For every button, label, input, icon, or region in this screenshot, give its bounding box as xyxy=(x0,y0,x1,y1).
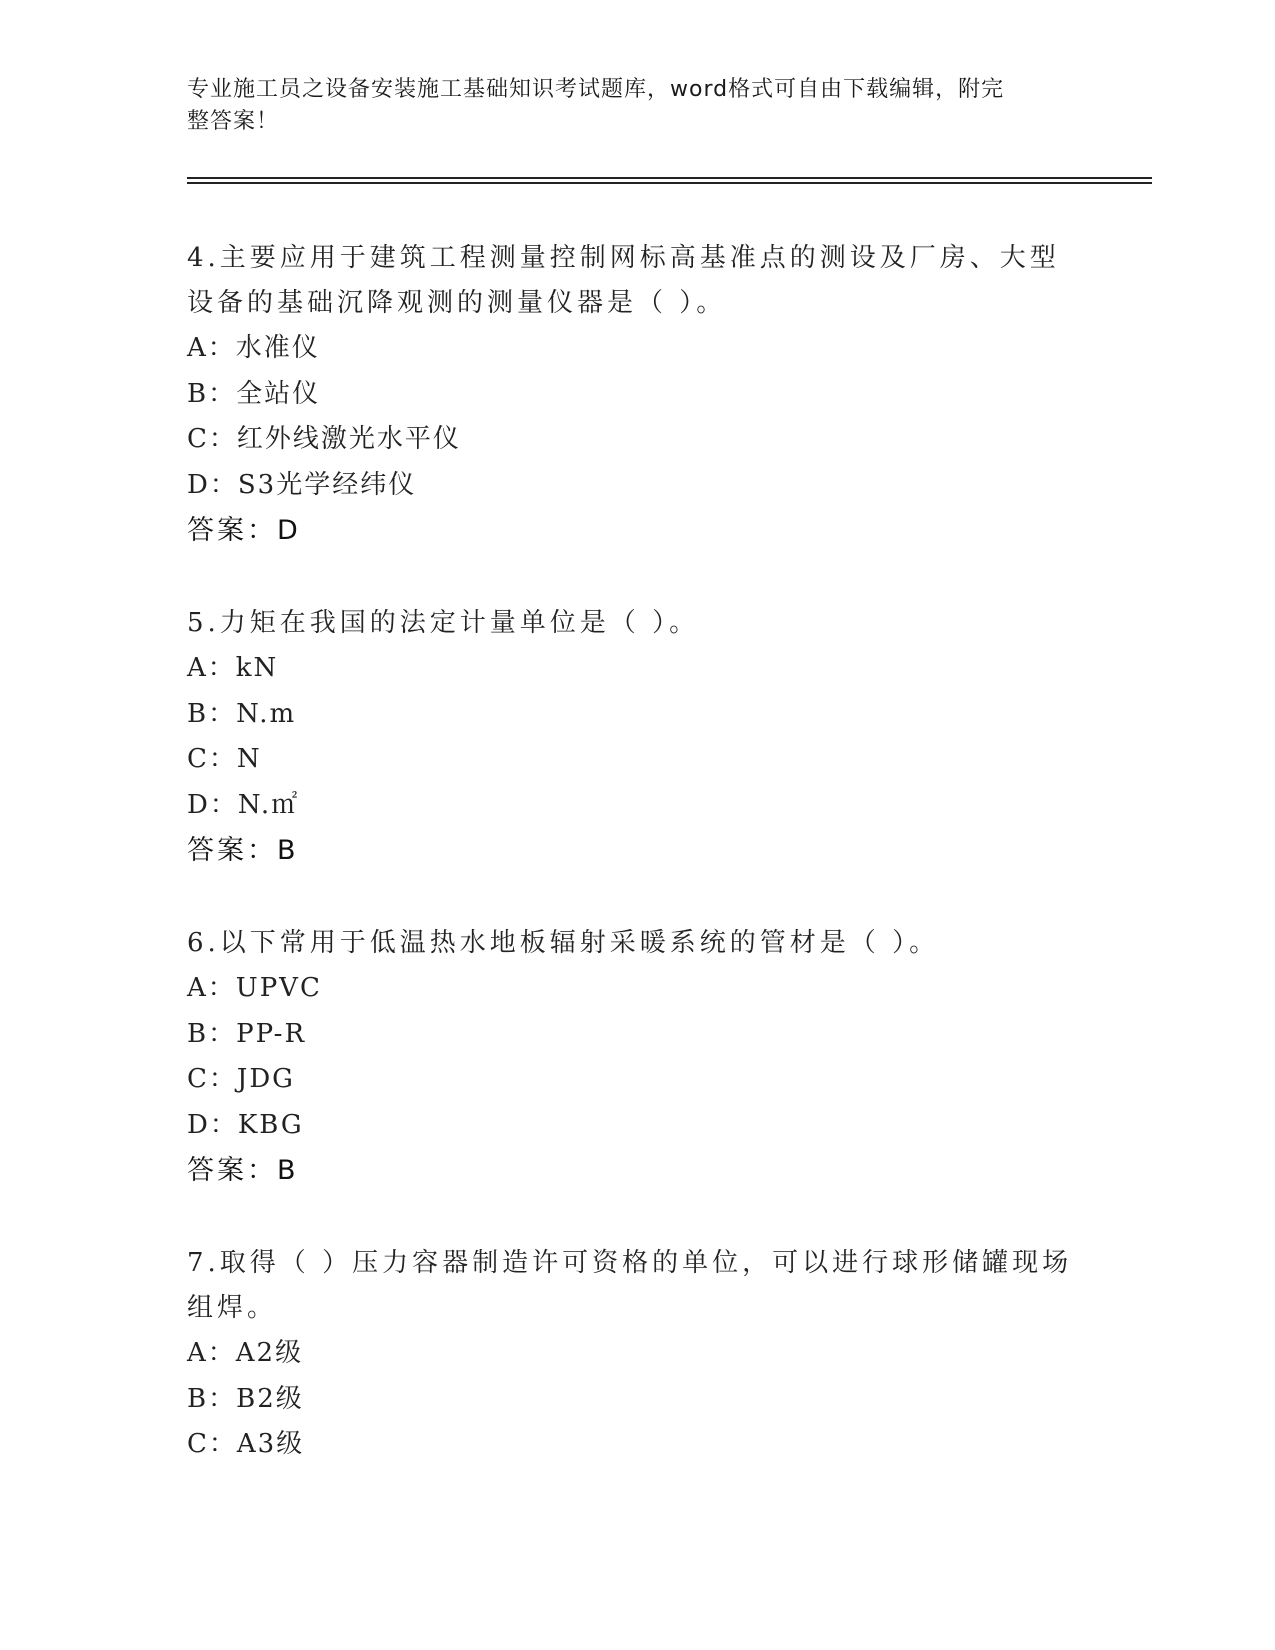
question-list xyxy=(187,236,1087,1516)
option-b: B：全站仪 xyxy=(187,378,321,409)
header-line-2: 整答案！ xyxy=(187,109,280,134)
question-stem: 5.力矩在我国的法定计量单位是（ ）。 xyxy=(187,608,700,638)
question-7 xyxy=(187,1241,1087,1468)
document-header xyxy=(187,74,1067,138)
option-d: D：KBG xyxy=(187,1109,304,1140)
question-5 xyxy=(187,601,1087,873)
option-c: C：A3级 xyxy=(187,1429,305,1459)
option-a: A：水准仪 xyxy=(187,333,320,363)
question-4 xyxy=(187,236,1087,553)
answer-label: 答案：D xyxy=(187,515,301,546)
question-stem: 6.以下常用于低温热水地板辐射采暖系统的管材是（ ）。 xyxy=(187,928,940,958)
answer-label: 答案：B xyxy=(187,835,299,866)
option-a: A：A2级 xyxy=(187,1338,304,1368)
option-c: C：N xyxy=(187,744,262,774)
option-a: A：kN xyxy=(187,653,279,683)
header-divider-bottom xyxy=(187,182,1152,184)
option-a: A：UPVC xyxy=(187,973,322,1003)
option-b: B：N.m xyxy=(187,698,297,729)
question-stem: 4.主要应用于建筑工程测量控制网标高基准点的测设及厂房、大型设备的基础沉降观测的测量仪器是（ ）。 xyxy=(187,243,1060,318)
question-stem: 7.取得（ ）压力容器制造许可资格的单位，可以进行球形储罐现场组焊。 xyxy=(187,1248,1073,1323)
option-c: C：JDG xyxy=(187,1064,295,1094)
header-line-1: 专业施工员之设备安装施工基础知识考试题库，word格式可自由下载编辑，附完 xyxy=(187,77,1005,102)
option-b: B：PP-R xyxy=(187,1018,307,1049)
option-c: C：红外线激光水平仪 xyxy=(187,424,461,454)
header-divider-top xyxy=(187,177,1152,179)
answer-label: 答案：B xyxy=(187,1155,299,1186)
question-6 xyxy=(187,921,1087,1193)
option-d: D：N.㎡ xyxy=(187,789,300,820)
option-b: B：B2级 xyxy=(187,1383,304,1414)
option-d: D：S3光学经纬仪 xyxy=(187,469,417,500)
